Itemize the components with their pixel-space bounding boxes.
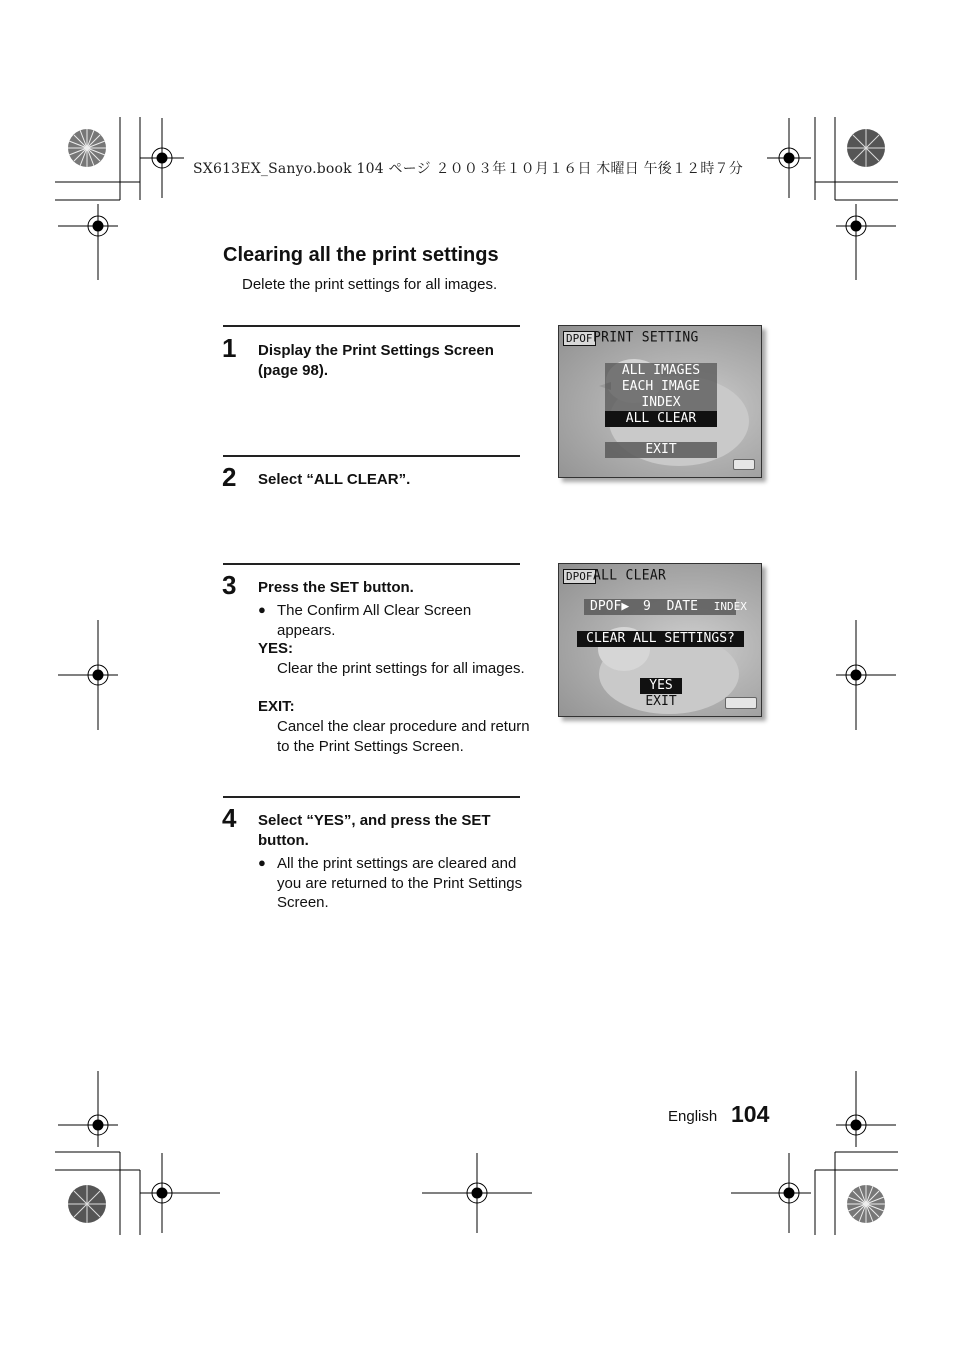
dpof-icon: DPOF (563, 331, 596, 346)
step-bullet-text: The Confirm All Clear Screen appears. (277, 602, 472, 639)
menu-item-all-clear[interactable]: ALL CLEAR (605, 411, 717, 427)
step-number: 1 (222, 333, 237, 363)
yes-button[interactable]: YES (640, 678, 682, 694)
battery-icon (733, 459, 755, 470)
menu-item-all-images[interactable]: ALL IMAGES (621, 363, 701, 378)
yes-term: YES: (258, 640, 294, 657)
screen-title: PRINT SETTING (593, 329, 699, 346)
print-count: 9 (642, 599, 651, 614)
step-divider (223, 796, 520, 798)
step-bullet-text: All the print settings are cleared and you are returned to the Print Settings Screen. (277, 855, 523, 911)
dpof-status-bar (584, 599, 747, 615)
exit-button[interactable]: EXIT (605, 442, 717, 458)
print-settings-screen (558, 325, 762, 478)
exit-button[interactable]: EXIT (645, 694, 677, 709)
play-arrow-icon: ▶ (621, 599, 630, 614)
step-divider (223, 563, 520, 565)
step-number: 4 (222, 803, 237, 833)
date-indicator: DATE (666, 599, 698, 614)
step-title: Select “ALL CLEAR”. (258, 471, 411, 488)
footer-language: English (668, 1108, 718, 1125)
step-number: 3 (222, 570, 237, 600)
menu-item-each-image[interactable]: EACH IMAGE (621, 379, 701, 394)
step-title: Press the SET button. (258, 579, 414, 596)
confirm-question: CLEAR ALL SETTINGS? (577, 631, 744, 647)
book-info-header: SX613EX_Sanyo.book 104 ページ ２００３年１０月１６日 木曜日 午後１２時７分 (193, 161, 743, 177)
bullet-icon: ● (258, 602, 266, 617)
screen-title: ALL CLEAR (593, 567, 667, 584)
exit-description: Cancel the clear procedure and return to the Print Settings Screen. (277, 718, 530, 755)
menu-item-index[interactable]: INDEX (641, 395, 681, 410)
exit-term: EXIT: (258, 698, 295, 715)
dpof-icon: DPOF (563, 569, 596, 584)
step-title: Display the Print Settings Screen (page 98). (258, 342, 494, 379)
bullet-icon: ● (258, 855, 266, 870)
page-number: 104 (731, 1101, 770, 1127)
all-clear-screen (558, 563, 762, 717)
status-dpof: DPOF (590, 599, 622, 614)
section-title: Clearing all the print settings (223, 244, 499, 266)
step-divider (223, 325, 520, 327)
yes-description: Clear the print settings for all images. (277, 660, 525, 677)
step-divider (223, 455, 520, 457)
section-intro: Delete the print settings for all images. (242, 276, 498, 293)
index-indicator: INDEX (713, 600, 747, 613)
step-number: 2 (222, 462, 237, 492)
battery-icon (725, 697, 757, 709)
step-title: Select “YES”, and press the SET button. (258, 812, 491, 849)
